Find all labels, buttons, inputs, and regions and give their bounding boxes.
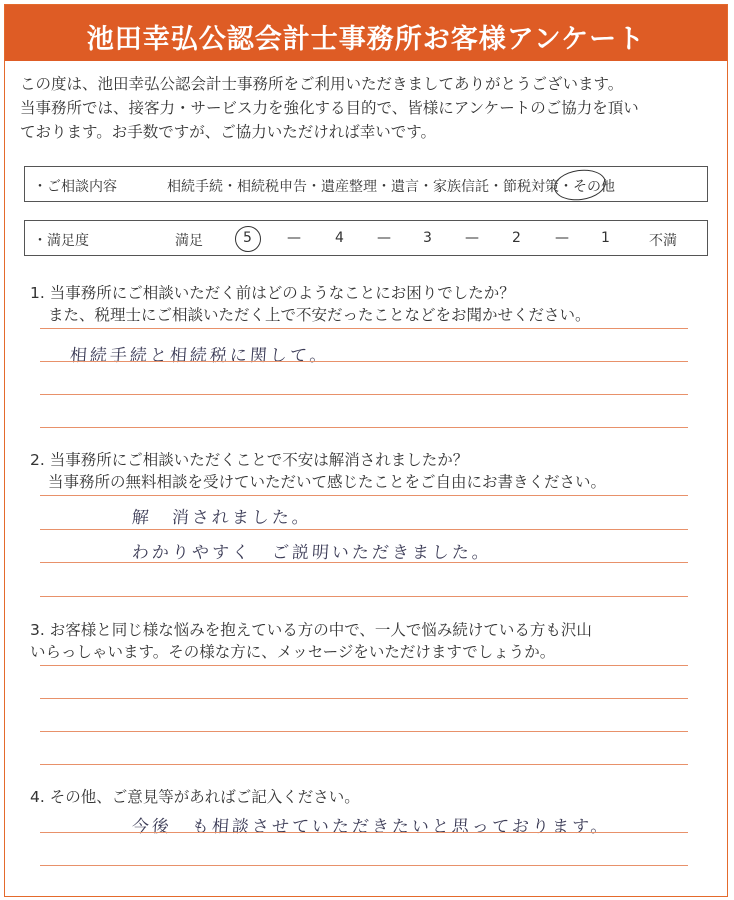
answer-4-line-1: 今後 も相談させていただきたいと思っております。 xyxy=(131,817,612,837)
question-text: 当事務所にご相談いただく前はどのようなことにお困りでしたか？ xyxy=(49,284,515,302)
selected-rating-circle xyxy=(235,226,261,252)
question-4 xyxy=(30,786,360,808)
answer-1-line-1: 相続手続と相続税に関して。 xyxy=(69,346,331,366)
intro-line-3: ております。お手数ですが、ご協力いただければ幸いです。 xyxy=(20,123,437,141)
question-number: 4. xyxy=(30,788,45,806)
answer-rule xyxy=(40,698,688,699)
consultation-box xyxy=(24,166,708,202)
question-text: いらっしゃいます。その様な方に、メッセージをいただけますでしょうか。 xyxy=(30,643,556,661)
selected-option-circle xyxy=(552,167,608,204)
question-text: その他、ご意見等があればご記入ください。 xyxy=(49,788,360,806)
scale-dash: — xyxy=(377,230,391,246)
answer-rule xyxy=(40,361,688,362)
question-3 xyxy=(30,619,592,663)
answer-rule xyxy=(40,562,688,563)
scale-dash: — xyxy=(555,230,569,246)
answer-rule xyxy=(40,865,688,866)
question-number: 3. xyxy=(30,621,45,639)
question-number: 2. xyxy=(30,451,45,469)
answer-2-line-1: 解 消されました。 xyxy=(131,508,313,528)
question-2 xyxy=(30,449,606,493)
intro-line-2: 当事務所では、接客力・サービス力を強化する目的で、皆様にアンケートのご協力を頂い xyxy=(20,99,639,117)
scale-2: 2 xyxy=(512,230,521,246)
question-text: 当事務所の無料相談を受けていただいて感じたことをご自由にお書きください。 xyxy=(48,473,607,491)
answer-rule xyxy=(40,427,688,428)
answer-rule xyxy=(40,394,688,395)
consultation-label: ・ご相談内容 xyxy=(33,179,117,195)
consultation-options: 相続手続・相続税申告・遺産整理・遺言・家族信託・節税対策・その他 xyxy=(167,179,615,195)
answer-rule xyxy=(40,764,688,765)
question-1 xyxy=(30,282,591,326)
header-bar xyxy=(5,5,727,61)
answer-2-line-2: わかりやすく ご説明いただきました。 xyxy=(131,543,493,563)
scale-4: 4 xyxy=(335,230,344,246)
intro-text xyxy=(20,72,710,144)
satisfaction-low-label: 満足 xyxy=(175,233,203,249)
scale-dash: — xyxy=(465,230,479,246)
answer-rule xyxy=(40,731,688,732)
page-title: 池田幸弘公認会計士事務所お客様アンケート xyxy=(86,24,646,55)
question-text: お客様と同じ様な悩みを抱えている方の中で、一人で悩み続けている方も沢山 xyxy=(49,621,592,639)
answer-rule xyxy=(40,665,688,666)
question-text: また、税理士にご相談いただく上で不安だったことなどをお聞かせください。 xyxy=(48,306,591,324)
question-number: 1. xyxy=(30,284,45,302)
satisfaction-high-label: 不満 xyxy=(649,233,677,249)
intro-line-1: この度は、池田幸弘公認会計士事務所をご利用いただきましてありがとうございます。 xyxy=(20,75,624,93)
satisfaction-box xyxy=(24,220,708,256)
scale-dash: — xyxy=(287,230,301,246)
satisfaction-label: ・満足度 xyxy=(33,233,89,249)
answer-rule xyxy=(40,495,688,496)
scale-5: 5 xyxy=(243,230,252,246)
scale-3: 3 xyxy=(423,230,432,246)
scale-1: 1 xyxy=(601,230,610,246)
answer-rule xyxy=(40,832,688,833)
answer-rule xyxy=(40,596,688,597)
answer-rule xyxy=(40,328,688,329)
question-text: 当事務所にご相談いただくことで不安は解消されましたか？ xyxy=(49,451,469,469)
answer-rule xyxy=(40,529,688,530)
